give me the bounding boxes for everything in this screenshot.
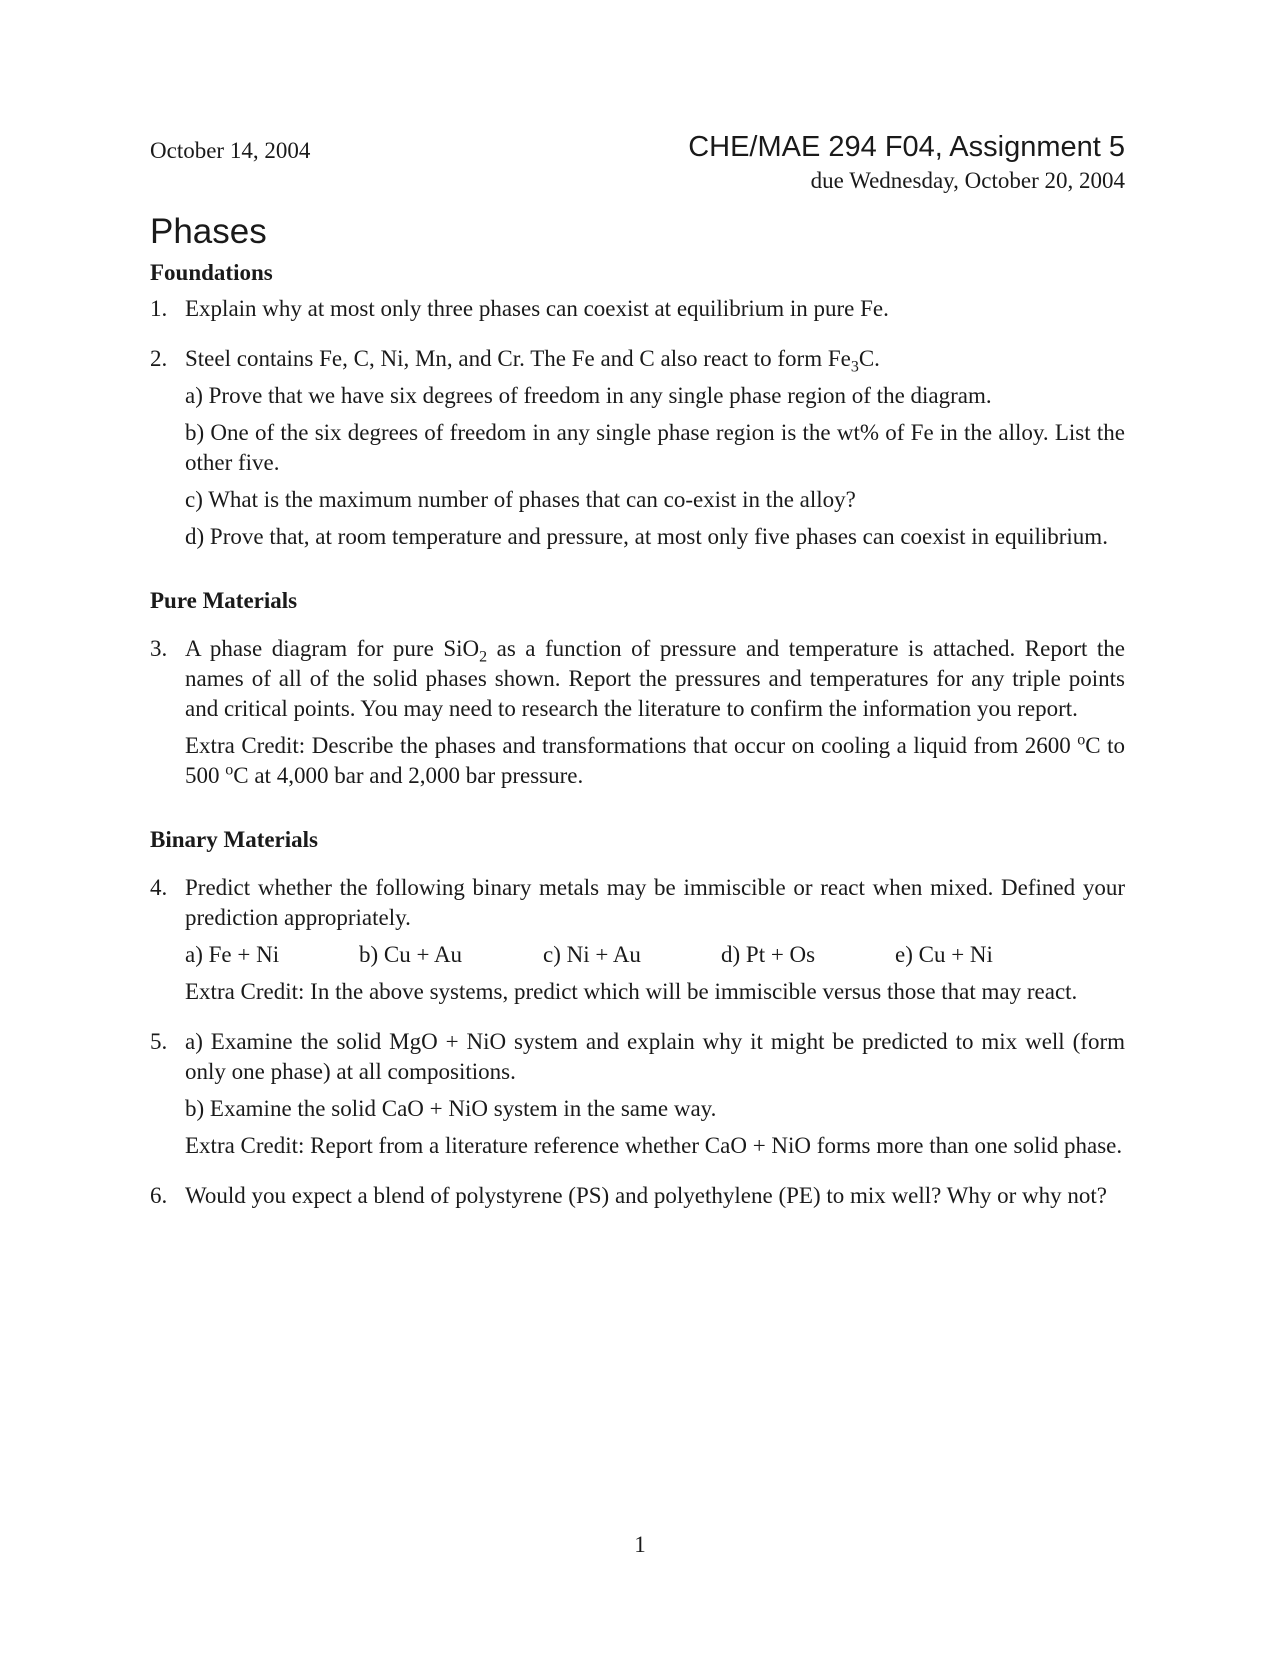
question-number: 3.	[150, 636, 168, 661]
subquestion-b: b) One of the six degrees of freedom in any single phase region is the wt% of Fe in the alloy. List the other five.	[185, 420, 1125, 475]
course-title: CHE/MAE 294 F04, Assignment 5	[688, 131, 1125, 163]
question-6	[150, 1181, 1125, 1211]
question-text	[185, 634, 1125, 724]
subquestion-b: b) Examine the solid CaO + NiO system in the same way.	[185, 1096, 717, 1121]
option-e: e) Cu + Ni	[895, 942, 993, 967]
section-heading-foundations: Foundations	[150, 260, 273, 285]
extra-credit: Extra Credit: Report from a literature reference whether CaO + NiO forms more than one solid phase.	[185, 1133, 1123, 1158]
question-1	[150, 294, 1125, 324]
option-c: c) Ni + Au	[543, 942, 641, 967]
subquestion-a: a) Examine the solid MgO + NiO system and explain why it might be predicted to mix well (form only one phase) at all compositions.	[185, 1029, 1125, 1084]
question-5	[150, 1027, 1125, 1161]
due-date: due Wednesday, October 20, 2004	[810, 168, 1125, 193]
question-number: 6.	[150, 1183, 168, 1208]
degree-superscript: o	[1077, 731, 1086, 749]
subscript: 2	[479, 648, 488, 666]
question-text: Predict whether the following binary metals may be immiscible or react when mixed. Defined your prediction appropriately.	[185, 875, 1125, 930]
text-part: Extra Credit: Describe the phases and transformations that occur on cooling a liquid from 2600	[185, 733, 1078, 758]
issue-date: October 14, 2004	[150, 138, 311, 163]
question-number: 5.	[150, 1029, 168, 1054]
text-part: C at 4,000 bar and 2,000 bar pressure.	[233, 763, 584, 788]
extra-credit	[185, 731, 1125, 791]
question-3	[150, 634, 1125, 791]
section-heading-pure-materials: Pure Materials	[150, 588, 298, 613]
option-list	[185, 940, 1125, 970]
option-d: d) Pt + Os	[721, 942, 816, 967]
option-a: a) Fe + Ni	[185, 942, 280, 967]
question-number: 4.	[150, 875, 168, 900]
stem-text: Steel contains Fe, C, Ni, Mn, and Cr. The Fe and C also react to form Fe	[185, 346, 851, 371]
text-part: A phase diagram for pure SiO	[185, 636, 480, 661]
extra-credit: Extra Credit: In the above systems, predict which will be immiscible versus those that may react.	[185, 979, 1078, 1004]
subquestion-c: c) What is the maximum number of phases that can co-exist in the alloy?	[185, 487, 856, 512]
question-number: 2.	[150, 346, 168, 371]
question-text: Would you expect a blend of polystyrene (PS) and polyethylene (PE) to mix well? Why or why not?	[185, 1183, 1107, 1208]
stem-text-end: C.	[858, 346, 880, 371]
degree-superscript: o	[225, 761, 234, 779]
document-page	[150, 132, 1125, 1211]
text-part: as a function of pressure and temperature is attached. Report the names of all of the solid phases shown. Report the pressures and temperatures for any triple points and critical points. You may need to research the literature to confirm the information you report.	[185, 636, 1125, 721]
option-b: b) Cu + Au	[359, 942, 463, 967]
section-heading-binary-materials: Binary Materials	[150, 827, 318, 852]
subscript: 3	[850, 358, 859, 376]
page-number: 1	[634, 1532, 646, 1557]
text-part: C to 500	[185, 733, 1125, 788]
document-title: Phases	[150, 212, 267, 251]
page-header	[150, 132, 1125, 194]
question-4	[150, 873, 1125, 1007]
question-number: 1.	[150, 296, 168, 321]
question-text: Explain why at most only three phases can coexist at equilibrium in pure Fe.	[185, 296, 889, 321]
question-stem	[185, 344, 1125, 374]
question-2	[150, 344, 1125, 552]
subquestion-d: d) Prove that, at room temperature and pressure, at most only five phases can coexist in equilibrium.	[185, 524, 1108, 549]
subquestion-a: a) Prove that we have six degrees of freedom in any single phase region of the diagram.	[185, 383, 992, 408]
